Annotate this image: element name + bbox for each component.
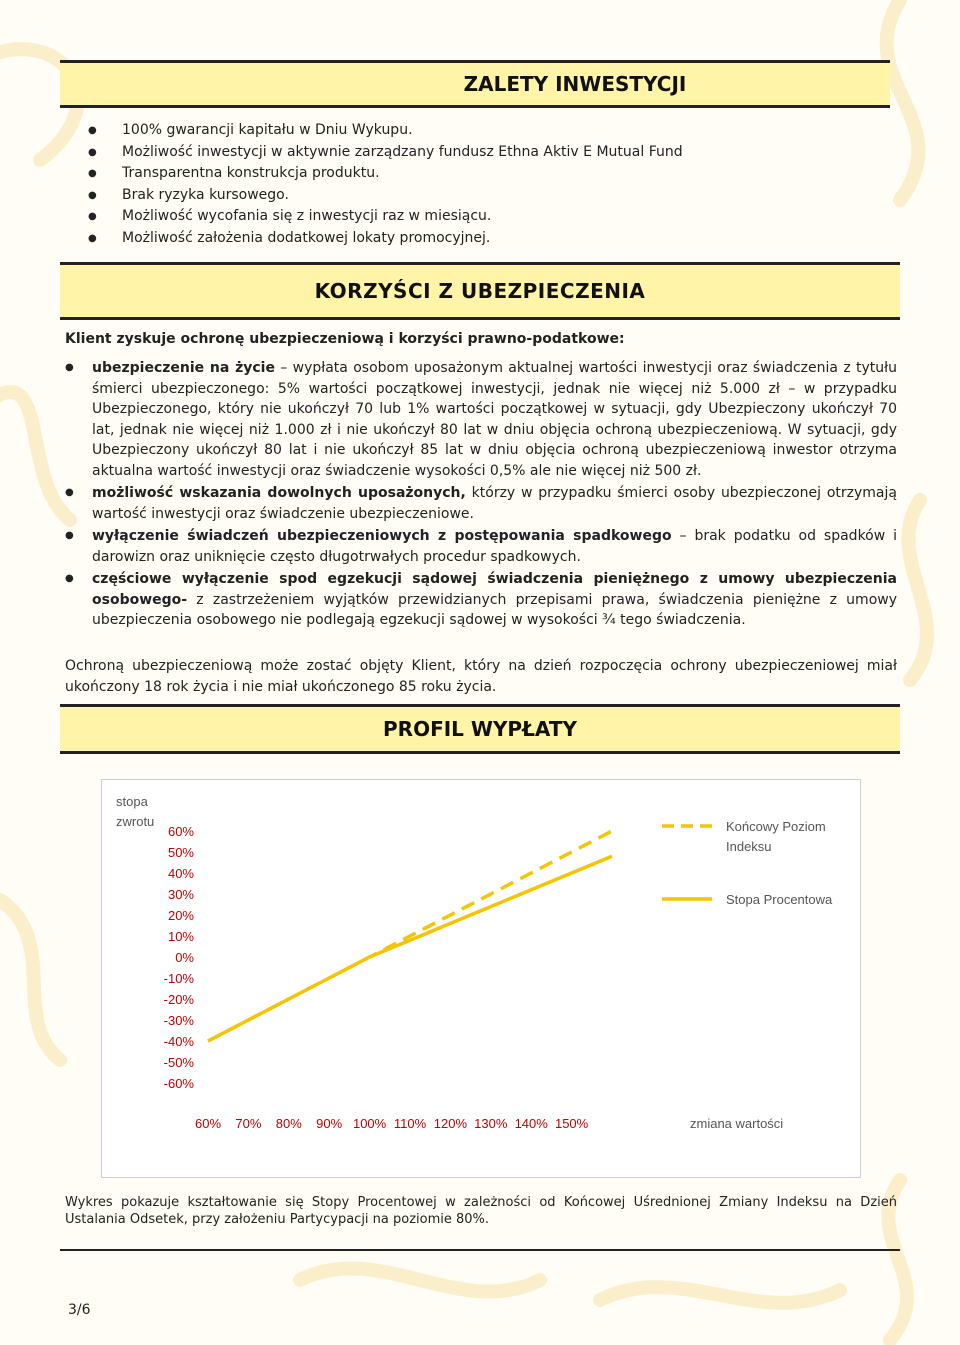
- y-tick-label: -20%: [163, 992, 194, 1007]
- legend-label: Końcowy Poziom: [726, 819, 826, 834]
- insurance-intro: Klient zyskuje ochronę ubezpieczeniową i korzyści prawno-podatkowe:: [65, 331, 625, 347]
- benefit-text: z zastrzeżeniem wyjątków przewidzianych przepisami prawa, świadczenia pieniężne z umowy ubezpieczenia osobowego nie podlegają egzekucji sądowej w wysokości ¾ tego świadczenia.: [92, 591, 897, 628]
- advantages-list: [88, 120, 683, 249]
- y-tick-label: -40%: [163, 1034, 194, 1049]
- x-tick-label: 100%: [352, 1116, 387, 1131]
- list-item: ● Możliwość wycofania się z inwestycji raz w miesiącu.: [88, 206, 683, 228]
- y-tick-label: 20%: [167, 908, 194, 923]
- y-tick-label: -10%: [163, 971, 194, 986]
- footer-divider: [60, 1249, 900, 1251]
- y-tick-label: -30%: [163, 1013, 194, 1028]
- insurance-heading: [60, 262, 900, 320]
- list-item: [65, 569, 897, 631]
- series-line-2: [208, 856, 612, 1041]
- y-tick-label: 50%: [167, 845, 194, 860]
- list-item: ● 100% gwarancji kapitału w Dniu Wykupu.: [88, 120, 683, 142]
- y-axis-label: zwrotu: [116, 814, 155, 829]
- advantages-heading: [60, 60, 890, 108]
- list-item: ● Możliwość inwestycji w aktywnie zarządzany fundusz Ethna Aktiv E Mutual Fund: [88, 142, 683, 164]
- payout-heading: [60, 704, 900, 754]
- x-tick-label: 80%: [275, 1116, 302, 1131]
- list-item: ● Transparentna konstrukcja produktu.: [88, 163, 683, 185]
- legend-label: Stopa Procentowa: [726, 892, 833, 907]
- list-item: [65, 358, 897, 481]
- chart-caption: Wykres pokazuje kształtowanie się Stopy Procentowej w zależności od Końcowej Uśrednionej Zmiany Indeksu na Dzień Ustalania Odsetek, przy założeniu Partycypacji na poziomie 80%.: [65, 1195, 897, 1227]
- x-axis-label: zmiana wartości: [690, 1116, 784, 1131]
- chart-svg: [102, 780, 860, 1177]
- y-tick-label: 0%: [175, 950, 194, 965]
- x-tick-label: 140%: [514, 1116, 548, 1131]
- x-tick-label: 120%: [433, 1116, 468, 1131]
- payout-chart: [101, 779, 861, 1178]
- y-axis-label: stopa: [116, 794, 148, 809]
- benefit-bold: ubezpieczenie na życie: [92, 360, 275, 376]
- benefit-bold: możliwość wskazania dowolnych uposażonych,: [92, 485, 466, 501]
- y-tick-label: -50%: [163, 1055, 194, 1070]
- benefit-text: – brak podatku od spadków i darowizn oraz uniknięcie często długotrwałych procedur spadkowych.: [92, 528, 897, 565]
- x-tick-label: 130%: [474, 1116, 508, 1131]
- legend-label: Indeksu: [726, 839, 772, 854]
- benefits-list: [65, 358, 897, 633]
- y-tick-label: -60%: [163, 1076, 194, 1091]
- y-tick-label: 10%: [167, 929, 194, 944]
- list-item: ● Możliwość założenia dodatkowej lokaty promocyjnej.: [88, 228, 683, 250]
- x-tick-label: 70%: [235, 1116, 262, 1131]
- list-item: ● Brak ryzyka kursowego.: [88, 185, 683, 207]
- y-tick-label: 60%: [167, 824, 194, 839]
- closing-paragraph: Ochroną ubezpieczeniową może zostać objęty Klient, który na dzień rozpoczęcia ochrony ubezpieczeniowej miał ukończony 18 rok życia i nie miał ukończonego 85 roku życia.: [65, 658, 897, 695]
- y-tick-label: 40%: [167, 866, 194, 881]
- benefit-text: – wypłata osobom uposażonym aktualnej wartości inwestycji oraz świadczenia z tytułu śmierci ubezpieczonego: 5% wartości początkowej inwestycji, jednak nie więcej niż 5.000 zł – w przypadku Ubezpieczonego, który nie ukończył 70 lub 1% wartości początkowej w sytuacji, gdy Ubezpieczony ukończył 70 lat, jednak nie więcej niż 1.000 zł i nie ukończył 80 lat w dniu objęcia ochroną ubezpieczeniową. W sytuacji, gdy Ubezpieczony ukończył 80 lat i nie ukończył 85 lat w dniu objęcia ochroną ubezpieczeniową inwestor otrzyma aktualna wartość inwestycji oraz świadczenie wysokości 0,5% ale nie więcej niż 500 zł.: [92, 360, 897, 479]
- benefit-bold: wyłączenie świadczeń ubezpieczeniowych z postępowania spadkowego: [92, 528, 672, 544]
- x-tick-label: 150%: [554, 1116, 589, 1131]
- list-item: [65, 526, 897, 567]
- payout-title: PROFIL WYPŁATY: [383, 717, 577, 741]
- benefit-bold: częściowe wyłączenie spod egzekucji sądowej świadczenia pieniężnego z umowy ubezpieczenia osobowego-: [92, 571, 897, 608]
- insurance-title: KORZYŚCI Z UBEZPIECZENIA: [314, 279, 646, 303]
- advantages-title: ZALETY INWESTYCJI: [463, 72, 687, 96]
- x-tick-label: 110%: [393, 1116, 427, 1131]
- x-tick-label: 90%: [316, 1116, 343, 1131]
- benefit-text: którzy w przypadku śmierci osoby ubezpieczonej otrzymają wartość inwestycji oraz świadczenie ubezpieczeniowe.: [92, 485, 897, 522]
- page-number: 3/6: [68, 1302, 91, 1318]
- y-tick-label: 30%: [167, 887, 194, 902]
- list-item: [65, 483, 897, 524]
- x-tick-label: 60%: [194, 1116, 222, 1131]
